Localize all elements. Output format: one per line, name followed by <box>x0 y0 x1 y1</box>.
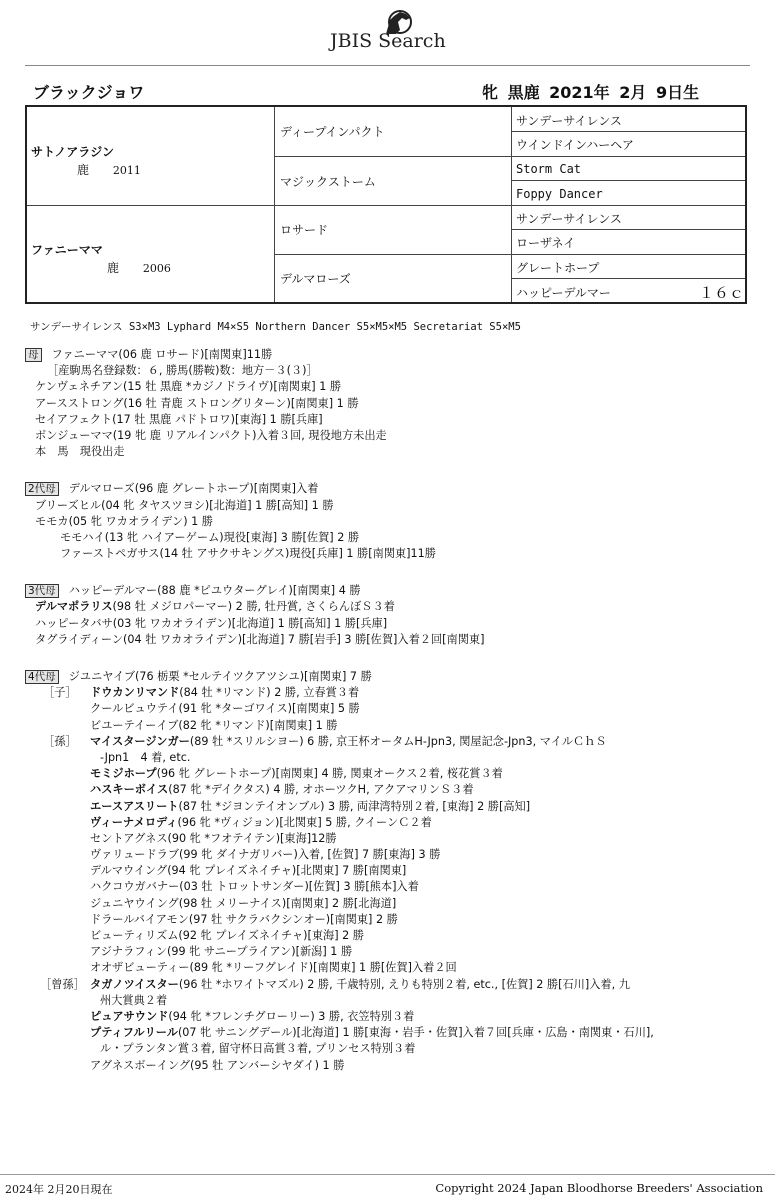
g4-grandchild-row <box>25 815 755 831</box>
g4-grandchild-row <box>25 896 755 912</box>
g4-grandchildren-list <box>25 734 755 977</box>
g4-grandchild-row <box>25 847 755 863</box>
logo-text: JBIS Search <box>330 30 446 52</box>
g4-line[interactable]: ジユニヤイブ(76 栃栗 *セルテイツクアツシユ)[南関東] 7 勝 <box>68 670 372 683</box>
g4-greatgrandchild-row <box>25 1041 755 1057</box>
g4-greatgrandchildren-list <box>25 977 755 1074</box>
g4-grandchild-text: (87 牝 *デイクタス) 4 勝, オホーツクH, アクアマリンＳ３着 <box>168 783 474 797</box>
header-divider <box>25 65 750 66</box>
dam-child-text: ケンヴェネチアン(15 牡 黒鹿 *カジノドライヴ)[南関東] 1 勝 <box>35 380 342 394</box>
g4-grandchild-name[interactable]: ハスキーボイス <box>90 783 169 797</box>
g4-greatgrandchild-text: 州大賞典２着 <box>100 993 168 1007</box>
dam-child-text: ボンジューママ(19 牝 鹿 リアルインパクト)入着３回, 現役地方未出走 <box>35 428 387 442</box>
g4-greatgrandchild-text: ル・プランタン賞３着, 留守杯日高賞３着, プリンセス特別３着 <box>100 1042 416 1056</box>
dam-child-text: セイアフェクト(17 牡 黒鹿 パドトロワ)[東海] 1 勝[兵庫] <box>35 412 323 426</box>
g4-grandchild-row <box>25 879 755 895</box>
sss[interactable]: サンデーサイレンス <box>516 114 622 128</box>
g4-child-row <box>25 685 755 701</box>
g4-greatgrandchild-text: (07 牝 サニングデール)[北海道] 1 勝[東海・岩手・佐賀]入着７回[兵庫・広島・南関東・石川], <box>177 1026 654 1040</box>
g4-child-row <box>25 701 755 717</box>
dam-child-row <box>25 412 755 428</box>
sdd[interactable]: Foppy Dancer <box>516 187 603 201</box>
g3-child-row <box>25 632 755 648</box>
g4-grandchild-name[interactable]: エースアスリート <box>90 799 179 813</box>
g4-grandchild-text: ビューティリズム(92 牝 プレイズネイチャ)[東海] 2 勝 <box>90 929 364 942</box>
dsd[interactable]: ローザネイ <box>516 236 576 250</box>
g3-tag: 3代母 <box>25 584 59 598</box>
g4-child-label: ［子］ <box>43 686 77 700</box>
sds[interactable]: Storm Cat <box>516 162 582 176</box>
dam-sire[interactable]: ロサード <box>280 223 329 237</box>
dam-progeny-summary: ［産駒馬名登録数：６, 勝馬(勝鞍)数：地方－３(３)］ <box>47 364 318 378</box>
dam-year: 2006 <box>142 262 171 275</box>
g3-child-text: タグライディーン(04 牡 ワカオライデン)[北海道] 7 勝[岩手] 3 勝[佐賀]入着２回[南関東] <box>35 632 485 646</box>
g4-greatgrandchild-name[interactable]: プティフルリール <box>90 1026 178 1040</box>
g4-greatgrandchild-label: ［曾孫］ <box>40 977 85 991</box>
g4-grandchild-text: デルマウイング(94 牝 プレイズネイチャ)[北関東] 7 勝[南関東] <box>90 864 407 878</box>
dam-children-list <box>25 379 755 460</box>
sire-name[interactable]: サトノアラジン <box>31 145 114 159</box>
g4-greatgrandchild-row <box>25 977 755 993</box>
g3-child-text: ハッピータバサ(03 牝 ワカオライデン)[北海道] 1 勝[高知] 1 勝[兵庫] <box>35 616 388 630</box>
g2-child-text: ブリーズヒル(04 牝 タヤスツヨシ)[北海道] 1 勝[高知] 1 勝 <box>35 498 334 512</box>
g4-grandchild-row <box>25 782 755 798</box>
g4-grandchild-row <box>25 831 755 847</box>
g4-grandchild-row <box>25 944 755 960</box>
g4-grandchild-row <box>25 960 755 976</box>
g2-child-text: モモハイ(13 牝 ハイアーゲーム)現役[東海] 3 勝[佐賀] 2 勝 <box>60 530 360 544</box>
g4-greatgrandchild-row <box>25 993 755 1009</box>
g4-greatgrandchild-text: アグネスボーイング(95 牡 アンバーシヤダイ) 1 勝 <box>90 1058 345 1072</box>
g2-line[interactable]: デルマローズ(96 鹿 グレートホープ)[南関東]入着 <box>68 482 319 496</box>
g3-child-text: (98 牡 メジロパーマー) 2 勝, 牡丹賞, さくらんぼＳ３着 <box>112 600 395 614</box>
dam-dam[interactable]: デルマローズ <box>280 272 351 286</box>
g4-tag: 4代母 <box>25 670 59 684</box>
g4-grandchild-text: (96 牝 グレートホープ)[南関東] 4 勝, 関東オークス２着, 桜花賞３着 <box>156 767 503 781</box>
sire-dam[interactable]: マジックストーム <box>280 175 376 189</box>
g2-header <box>25 481 755 497</box>
dam-child-row <box>25 428 755 444</box>
g4-greatgrandchild-text: (94 牝 *フレンチグローリー) 3 勝, 衣笠特別３着 <box>168 1009 415 1023</box>
g4-greatgrandchild-name[interactable]: ピュアサウンド <box>90 1009 169 1023</box>
g4-grandchild-text: セントアグネス(90 牝 *フオテイテン)[東海]12勝 <box>90 831 337 845</box>
ddd[interactable]: ハッピーデルマー <box>516 286 611 300</box>
g4-grandchild-text: ジュニヤウイング(98 牡 メリーナイス)[南関東] 2 勝[北海道] <box>90 896 397 910</box>
dam-child-text: アースストロング(16 牡 青鹿 ストロングリターン)[南関東] 1 勝 <box>35 396 359 410</box>
dam-header <box>25 347 755 363</box>
g3-child-row <box>25 616 755 632</box>
g4-grandchild-text: -Jpn1 4 着, etc. <box>100 750 191 764</box>
g4-grandchild-text: (96 牝 *ヴィジョン)[北関東] 5 勝, クイーンＣ２着 <box>177 815 432 829</box>
g4-greatgrandchild-text: (96 牡 *ホワイトマズル) 2 勝, 千歳特別, えりも特別２着, etc., [佐賀] 2 勝[石川]入着, 九 <box>178 977 630 991</box>
g4-child-text: ビユーテイーイブ(82 牝 *リマンド)[南関東] 1 勝 <box>90 718 338 732</box>
sire-year: 2011 <box>112 164 141 177</box>
g4-grandchild-row <box>25 734 755 750</box>
g4-greatgrandchild-row <box>25 1058 755 1074</box>
horse-name: ブラックジョワ <box>33 83 145 102</box>
horse-info: 牝 黒鹿 2021年 2月 9日生 <box>482 83 700 102</box>
dam-tag: 母 <box>25 348 42 362</box>
g4-grandchild-text: オオザビューティー(89 牝 *リーフグレイド)[南関東] 1 勝[佐賀]入着２回 <box>90 961 457 975</box>
g4-greatgrandchild-row <box>25 1009 755 1025</box>
g2-child-row <box>25 514 755 530</box>
footer-date: 2024年 2月20日現在 <box>5 1183 113 1196</box>
g4-grandchild-label: ［孫］ <box>43 734 77 748</box>
g4-grandchild-text: ヴァリュードラブ(99 牝 ダイナガリバー)入着, [佐賀] 7 勝[東海] 3 勝 <box>90 848 441 862</box>
ssd[interactable]: ウインドインハーヘア <box>516 138 634 152</box>
g4-grandchild-row <box>25 750 755 766</box>
sire-color: 鹿 <box>77 163 90 177</box>
g4-grandchild-text: ドラールバイアモン(97 牡 サクラバクシンオー)[南関東] 2 勝 <box>90 912 398 926</box>
dam-line[interactable]: ファニーママ(06 鹿 ロサード)[南関東]11勝 <box>51 348 273 361</box>
g3-header <box>25 583 755 599</box>
g4-grandchild-row <box>25 928 755 944</box>
g4-grandchild-name[interactable]: マイスタージンガー <box>90 734 190 748</box>
family-number: １６ｃ <box>699 284 745 302</box>
pedigree-table <box>25 105 747 304</box>
g4-grandchild-row <box>25 863 755 879</box>
dam-child-text: 本 馬 現役出走 <box>35 445 125 459</box>
g4-grandchild-text: ハクコウガバナー(03 牡 トロットサンダー)[佐賀] 3 勝[熊本]入着 <box>90 880 419 894</box>
inbreeding-line: サンデーサイレンス S3×M3 Lyphard M4×S5 Northern Dancer S5×M5×M5 Secretariat S5×M5 <box>30 321 521 333</box>
g4-grandchild-text: アジナラフィン(99 牝 サニープライアン)[新潟] 1 勝 <box>90 945 353 959</box>
g4-greatgrandchild-row <box>25 1025 755 1041</box>
dds[interactable]: グレートホープ <box>516 261 600 275</box>
g4-grandchild-name[interactable]: モミジホープ <box>90 767 157 781</box>
g4-grandchild-text: (89 牡 *スリルシヨー) 6 勝, 京王杯オータムH-Jpn3, 関屋記念-Jpn3, マイルＣｈＳ <box>189 734 607 748</box>
g2-tag: 2代母 <box>25 482 59 496</box>
g2-child-text: モモカ(05 牝 ワカオライデン) 1 勝 <box>35 514 213 528</box>
g2-child-text: ファーストペガサス(14 牡 アサクサキングス)現役[兵庫] 1 勝[南関東]11勝 <box>60 547 436 561</box>
dss[interactable]: サンデーサイレンス <box>516 212 622 226</box>
jbis-search-logo[interactable] <box>330 8 460 52</box>
dam-child-row <box>25 396 755 412</box>
g3-children-list <box>25 599 755 648</box>
g4-child-name[interactable]: ドウカンリマンド <box>90 686 180 700</box>
g4-grandchild-row <box>25 766 755 782</box>
g4-grandchild-row <box>25 799 755 815</box>
g4-child-text: クールビュウテイ(91 牝 *ターゴワイス)[南関東] 5 勝 <box>90 702 360 716</box>
g3-child-row <box>25 599 755 615</box>
g2-child-row <box>25 498 755 514</box>
g2-children-list <box>25 498 755 563</box>
dam-cell <box>31 241 271 276</box>
g3-line[interactable]: ハッピーデルマー(88 鹿 *ピユウターグレイ)[南関東] 4 勝 <box>68 584 361 598</box>
g4-child-text: (84 牡 *リマンド) 2 勝, 立春賞３着 <box>179 686 360 700</box>
g3-child-name[interactable]: デルマポラリス <box>35 600 113 614</box>
footer-copyright: Copyright 2024 Japan Bloodhorse Breeders' Association <box>435 1181 763 1195</box>
g2-child-row <box>25 530 755 546</box>
g4-child-row <box>25 718 755 734</box>
g4-children-list <box>25 685 755 734</box>
family-section <box>25 347 755 1074</box>
sire-sire[interactable]: ディープインパクト <box>280 125 385 139</box>
sire-cell <box>31 143 271 178</box>
g4-grandchild-text: (87 牡 *ジヨンテイオンブル) 3 勝, 両津湾特別２着, [東海] 2 勝[高知] <box>178 799 531 813</box>
dam-child-row <box>25 379 755 395</box>
dam-name[interactable]: ファニーママ <box>31 243 103 257</box>
g4-grandchild-name[interactable]: ヴィーナメロディ <box>90 815 178 829</box>
dam-color: 鹿 <box>107 261 120 275</box>
g4-header <box>25 669 755 685</box>
footer-divider <box>0 1174 775 1175</box>
g4-greatgrandchild-name[interactable]: タガノツイスター <box>90 977 179 991</box>
g4-grandchild-row <box>25 912 755 928</box>
g2-child-row <box>25 546 755 562</box>
dam-child-row <box>25 444 755 460</box>
